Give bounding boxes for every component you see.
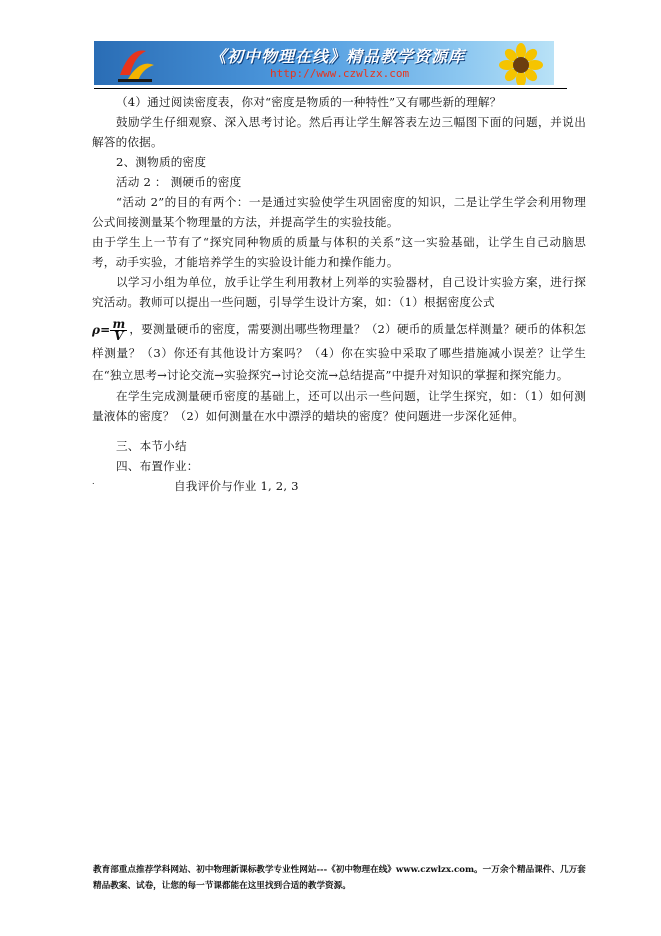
document-body [92,92,586,496]
header-rule [94,88,567,89]
homework-items: 自我评价与作业 1, 2, 3 [174,478,299,493]
paragraph-experiment-basis: 由于学生上一节有了“探究同种物质的质量与体积的关系”这一实验基础，让学生自己动脑思考，动手实验，才能培养学生的实验设计能力和操作能力。 [92,235,586,269]
section-heading-measure-density: 2、测物质的密度 [116,155,207,169]
paragraph-formula-questions [92,318,586,386]
sunflower-icon [490,43,552,85]
banner-title: 《初中物理在线》精品教学资源库 [210,47,466,66]
paragraph-encourage: 鼓励学生仔细观察、深入思考讨论。然后再让学生解答表左边三幅图下面的问题，并说出解答的依据。 [92,115,586,149]
stray-dot: . [92,477,95,486]
activity-2-heading: 活动 2 ： 测硬币的密度 [116,175,242,189]
formula-numerator: m [112,316,126,331]
section-heading-summary: 三、本节小结 [116,438,187,453]
formula-fraction [110,316,127,343]
paragraph-group-work: 以学习小组为单位，放手让学生利用教材上列举的实验器材，自己设计实验方案，进行探究活动。教师可以提出一些问题，引导学生设计方案，如：（1）根据密度公式 [92,275,586,309]
section-heading-homework: 四、布置作业： [116,458,199,473]
paragraph-activity-purpose: “活动 2”的目的有两个：一是通过实验使学生巩固密度的知识，二是让学生学会利用物理公式间接测量某个物理量的方法，并提高学生的实验技能。 [92,195,586,229]
density-formula [92,316,127,343]
page-footer: 教育部重点推荐学科网站、初中物理新课标教学专业性网站---《初中物理在线》www.czwlzx.com。一万余个精品课件、几万套精品教案、试卷，让您的每一节课都能在这里找到合适的教学资源。 [93,865,586,891]
formula-denominator: V [114,328,124,343]
formula-lhs: ρ= [92,322,111,337]
formula-questions-text: ，要测量硬币的密度，需要测出哪些物理量？（2）硬币的质量怎样测量？硬币的体积怎样测量？（3）你还有其他设计方案吗？（4）你在实验中采取了哪些措施减小误差？让学生在“独立思考→讨论交流→实验探究→讨论交流→总结提高”中提升对知识的掌握和探究能力。 [92,322,586,382]
paragraph-further-questions: 在学生完成测量硬币密度的基础上，还可以出示一些问题，让学生探究，如：（1）如何测量液体的密度？（2）如何测量在水中漂浮的蜡块的密度？使问题进一步深化延伸。 [92,388,586,423]
paragraph-question-4: （4）通过阅读密度表，你对“密度是物质的一种特性”又有哪些新的理解？ [116,95,502,109]
site-logo-icon [116,45,156,83]
banner-url[interactable]: http://www.czwlzx.com [270,67,410,80]
header-banner [94,41,554,85]
